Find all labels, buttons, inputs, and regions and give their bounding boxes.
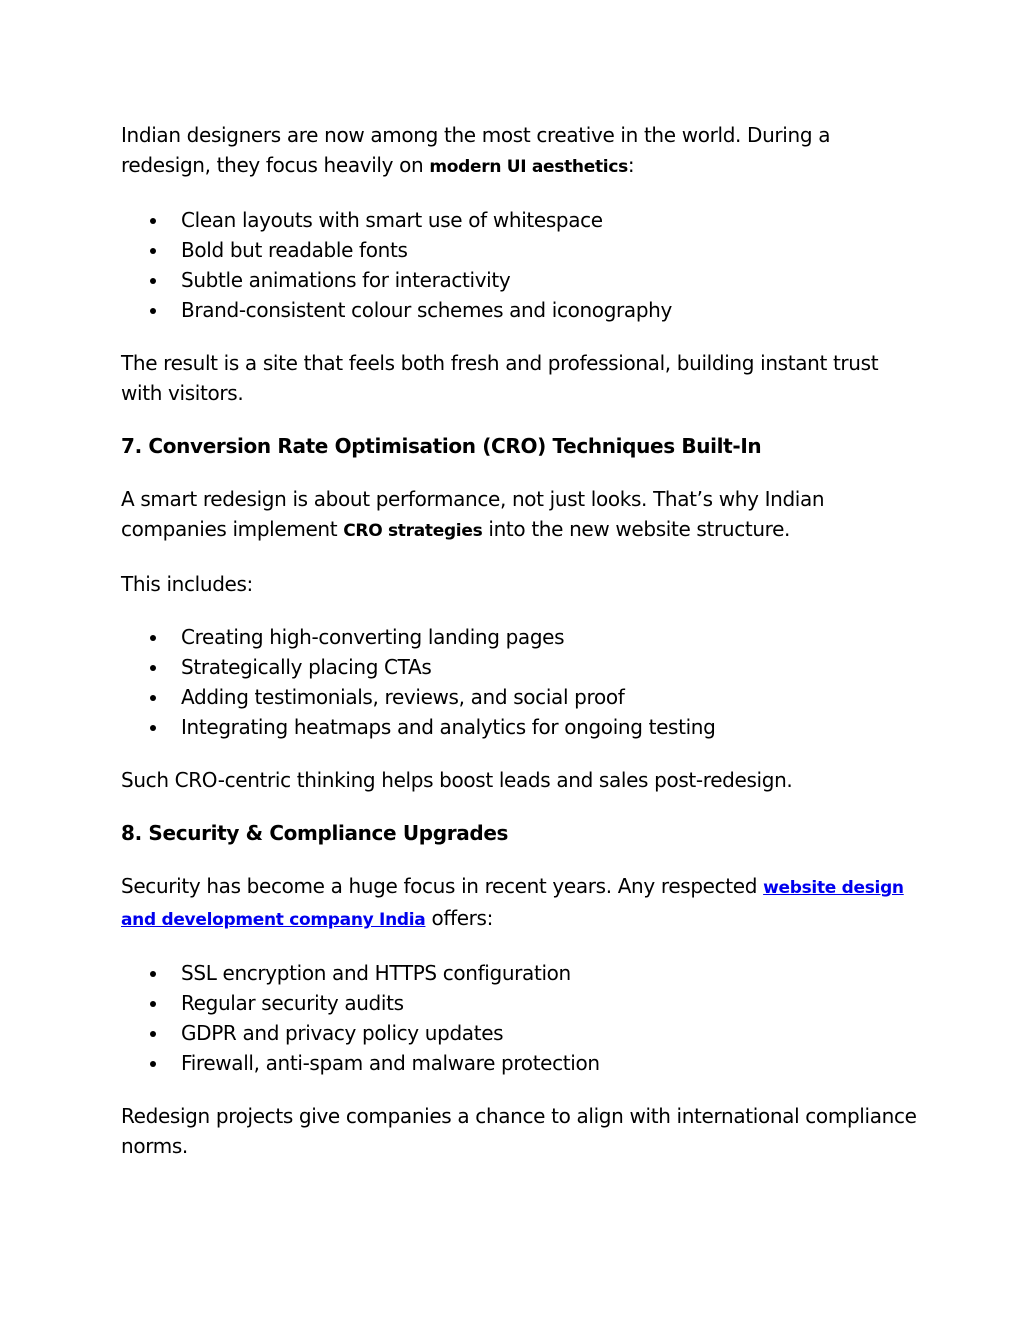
list-item [121,235,921,265]
result-paragraph: The result is a site that feels both fresh and professional, building instant trust with visitors. [121,351,879,405]
list-item-text: Brand-consistent colour schemes and iconography [181,298,672,322]
bullet-icon [150,278,156,284]
list-item-text: Integrating heatmaps and analytics for ongoing testing [181,715,716,739]
section-8-paragraph [121,871,921,935]
list-item-text: Subtle animations for interactivity [181,268,511,292]
list-item-text: Firewall, anti-spam and malware protection [181,1051,600,1075]
cro-list [121,622,921,742]
list-item-text: Regular security audits [181,991,404,1015]
list-item [121,988,921,1018]
list-item-text: SSL encryption and HTTPS configuration [181,961,571,985]
list-item-text: Adding testimonials, reviews, and social proof [181,685,625,709]
ui-aesthetics-list [121,205,921,325]
bullet-icon [150,695,156,701]
cro-closing-paragraph: Such CRO-centric thinking helps boost leads and sales post-redesign. [121,768,793,792]
list-item [121,712,921,742]
bullet-icon [150,1061,156,1067]
bullet-icon [150,665,156,671]
bullet-icon [150,725,156,731]
bullet-icon [150,635,156,641]
section-7-heading: 7. Conversion Rate Optimisation (CRO) Techniques Built-In [121,434,762,458]
intro-text: Indian designers are now among the most creative in the world. During a redesign, they focus heavily on [121,123,831,177]
list-item-text: Bold but readable fonts [181,238,408,262]
security-list [121,958,921,1078]
includes-paragraph: This includes: [121,572,253,596]
bullet-icon [150,218,156,224]
section-7-text: A smart redesign is about performance, not just looks. That’s why Indian companies implement [121,487,825,541]
list-item [121,958,921,988]
list-item [121,205,921,235]
list-item [121,1048,921,1078]
list-item [121,652,921,682]
list-item-text: Strategically placing CTAs [181,655,432,679]
bullet-icon [150,1001,156,1007]
list-item-text: GDPR and privacy policy updates [181,1021,504,1045]
list-item-text: Clean layouts with smart use of whitespace [181,208,603,232]
section-8-heading: 8. Security & Compliance Upgrades [121,821,509,845]
intro-text-end: : [627,153,635,177]
intro-paragraph [121,120,921,182]
list-item [121,682,921,712]
section-8-text-end: offers: [425,906,494,930]
company-link[interactable]: website design and development company India [121,878,904,930]
list-item [121,265,921,295]
section-7-text-end: into the new website structure. [482,517,791,541]
list-item [121,295,921,325]
security-closing-paragraph: Redesign projects give companies a chance to align with international compliance norms. [121,1104,917,1158]
bullet-icon [150,248,156,254]
list-item [121,622,921,652]
section-7-bold-text: CRO strategies [343,521,483,541]
bullet-icon [150,1031,156,1037]
intro-bold-text: modern UI aesthetics [429,157,628,177]
bullet-icon [150,308,156,314]
list-item-text: Creating high-converting landing pages [181,625,565,649]
list-item [121,1018,921,1048]
section-7-paragraph [121,484,921,546]
section-8-text: Security has become a huge focus in recent years. Any respected [121,874,764,898]
bullet-icon [150,971,156,977]
document-page [121,120,921,1184]
